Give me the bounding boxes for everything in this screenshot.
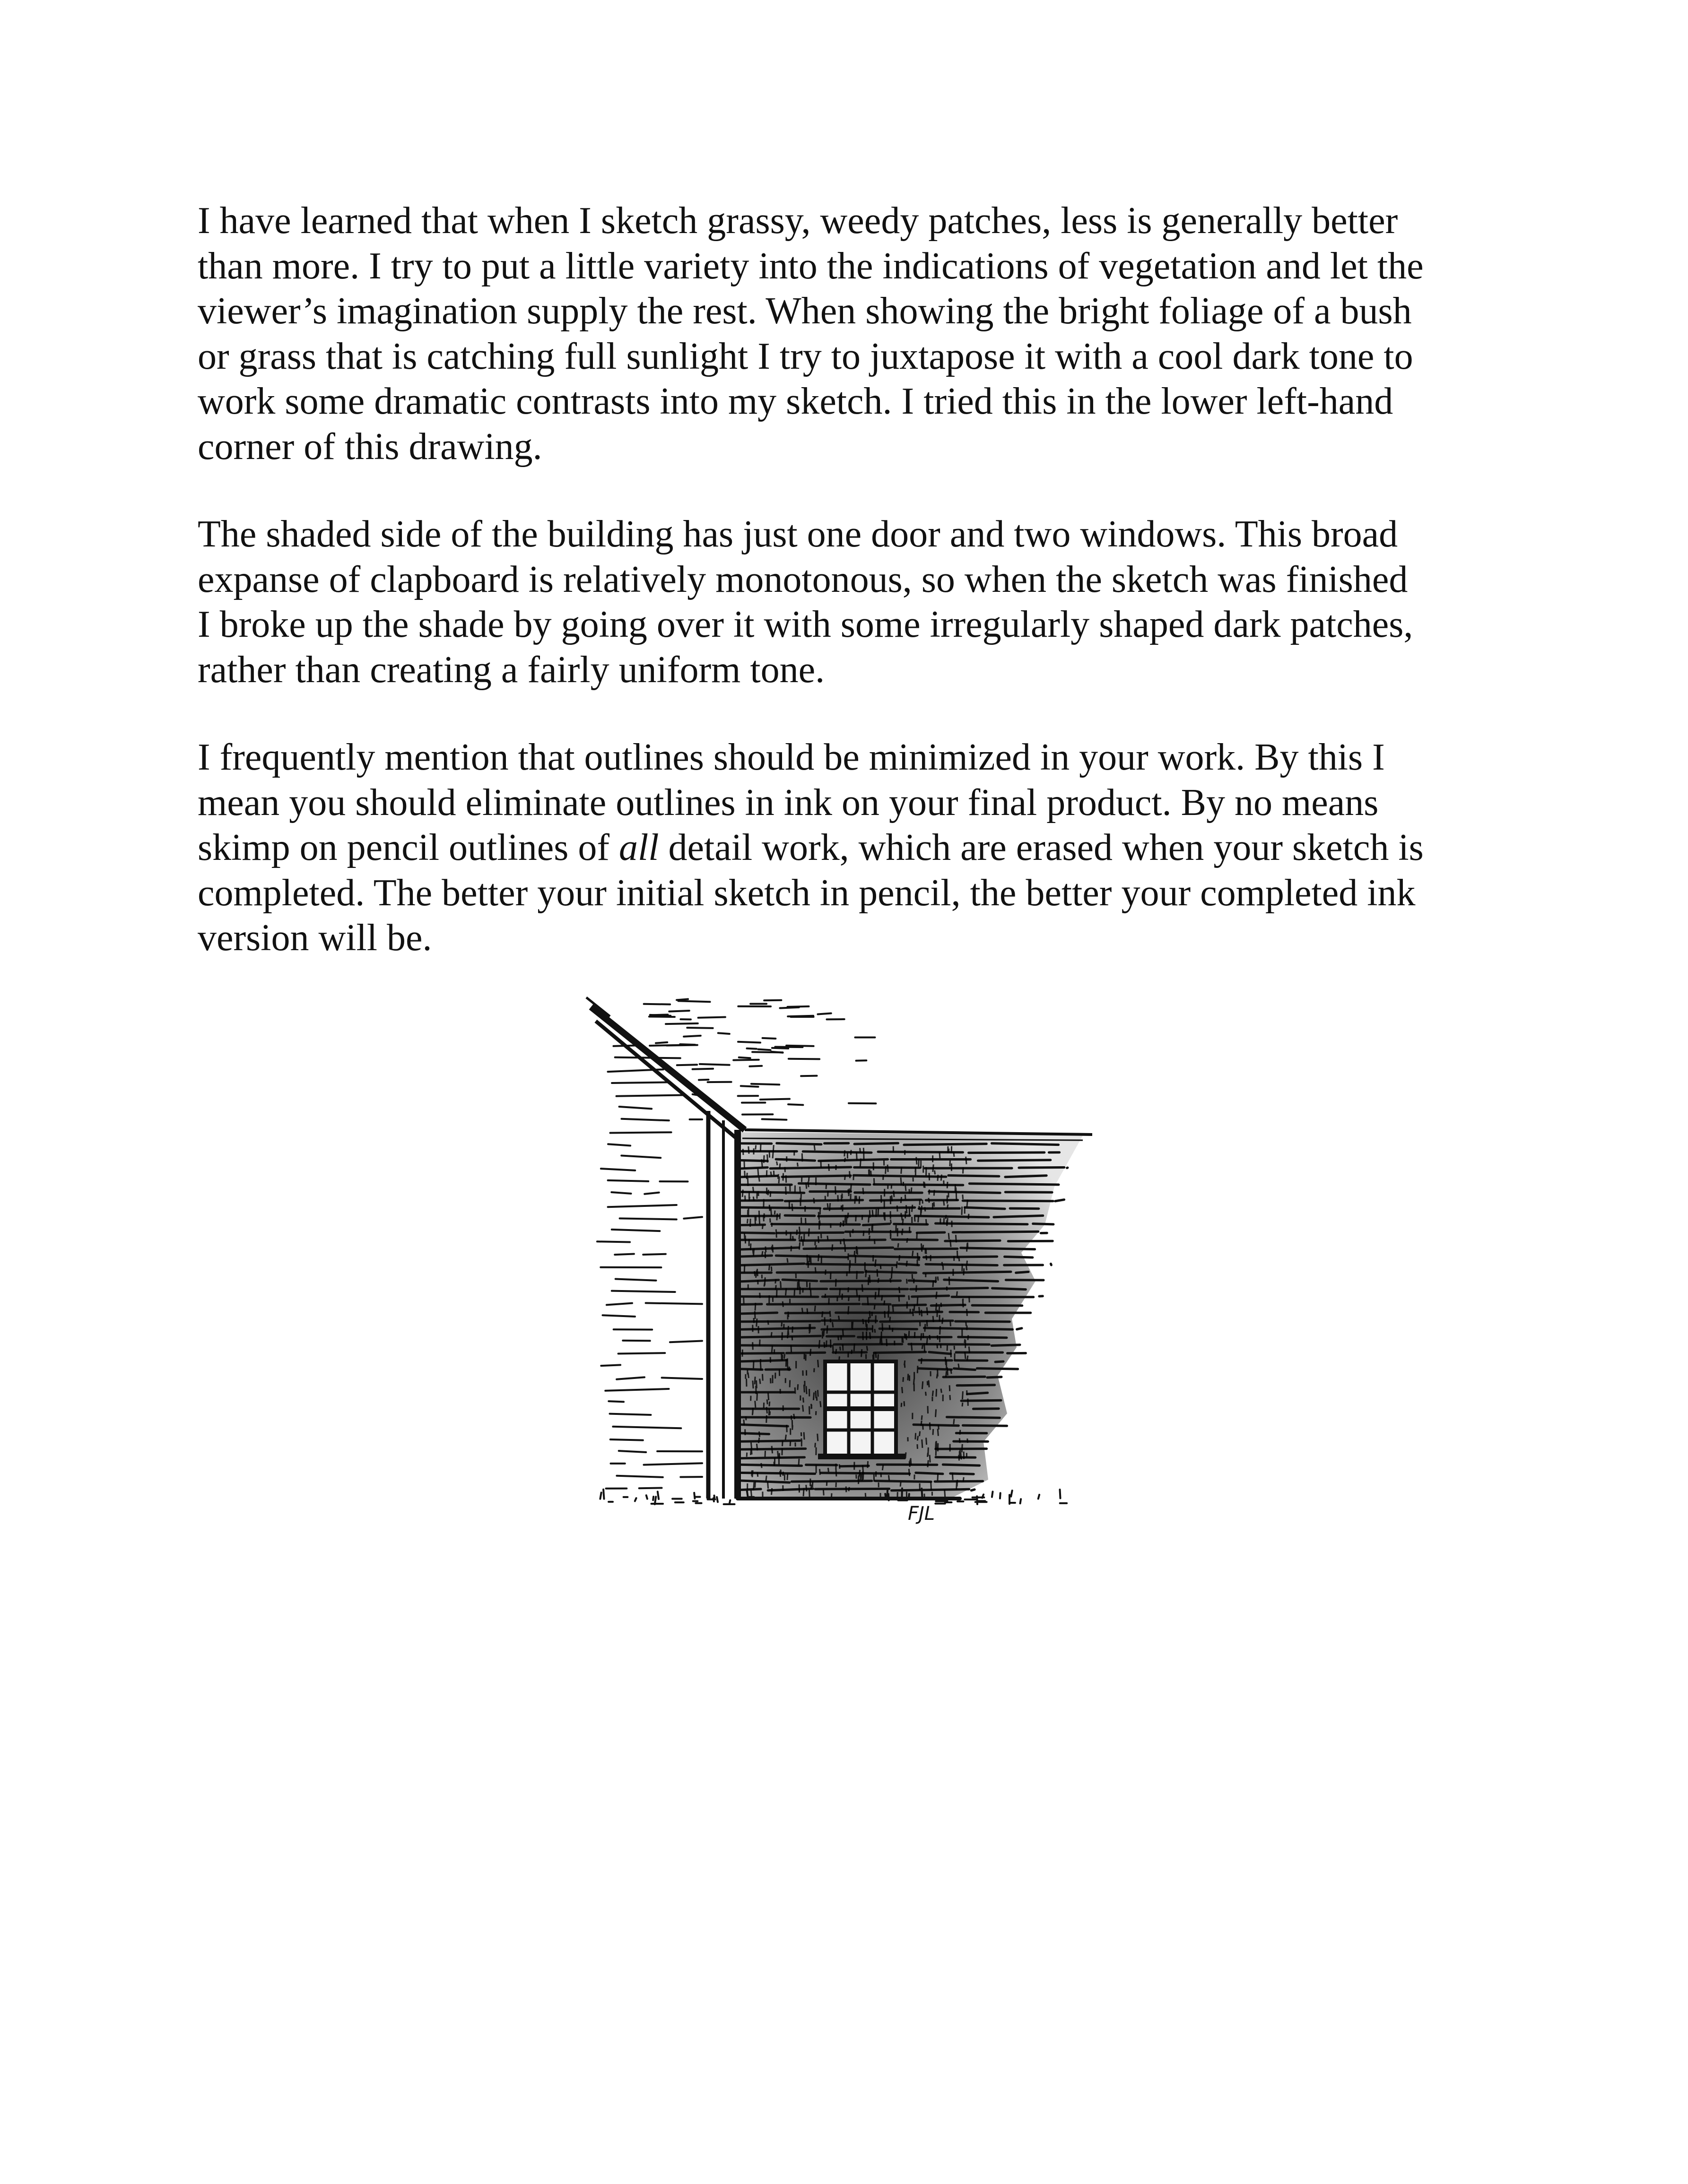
corner-post bbox=[708, 1111, 738, 1499]
roof-shingles bbox=[644, 999, 876, 1120]
building-sketch-illustration bbox=[582, 988, 1102, 1532]
text-line: expanse of clapboard is relatively monotonous, so when the sketch was finished bbox=[198, 558, 1408, 600]
text-line: version will be. bbox=[198, 917, 432, 959]
text-line: I frequently mention that outlines should be minimized in your work. By this I bbox=[198, 737, 1385, 778]
text-line: corner of this drawing. bbox=[198, 425, 542, 468]
text-line: than more. I try to put a little variety into the indications of vegetation and let the bbox=[198, 245, 1424, 287]
text-line: or grass that is catching full sunlight I try to juxtapose it with a cool dark tone to bbox=[198, 335, 1413, 377]
sunlit-wall-clapboard bbox=[597, 1045, 702, 1489]
text-run: detail work, which are erased when your sketch is bbox=[659, 827, 1424, 868]
paragraph-2 bbox=[198, 512, 1503, 693]
sketch-svg bbox=[582, 988, 1102, 1532]
window bbox=[818, 1361, 905, 1459]
emphasis-text: all bbox=[619, 827, 659, 868]
text-line: I have learned that when I sketch grassy, weedy patches, less is generally better bbox=[198, 200, 1398, 242]
text-line: viewer’s imagination supply the rest. When showing the bright foliage of a bush bbox=[198, 290, 1412, 332]
text-line: mean you should eliminate outlines in ink on your final product. By no means bbox=[198, 781, 1379, 823]
text-line: work some dramatic contrasts into my sketch. I tried this in the lower left-hand bbox=[198, 381, 1393, 422]
paragraph-3 bbox=[198, 735, 1503, 961]
shaded-wall bbox=[740, 1132, 1083, 1500]
body-text bbox=[198, 199, 1503, 1004]
text-line bbox=[198, 825, 1503, 871]
text-line: rather than creating a fairly uniform tone. bbox=[198, 649, 825, 691]
text-run: skimp on pencil outlines of bbox=[198, 827, 619, 868]
artist-signature: FJL bbox=[908, 1503, 935, 1525]
text-line: completed. The better your initial sketch in pencil, the better your completed ink bbox=[198, 872, 1416, 914]
text-line: The shaded side of the building has just one door and two windows. This broad bbox=[198, 513, 1398, 555]
text-line: I broke up the shade by going over it with some irregularly shaped dark patches, bbox=[198, 604, 1413, 645]
paragraph-1 bbox=[198, 199, 1503, 469]
